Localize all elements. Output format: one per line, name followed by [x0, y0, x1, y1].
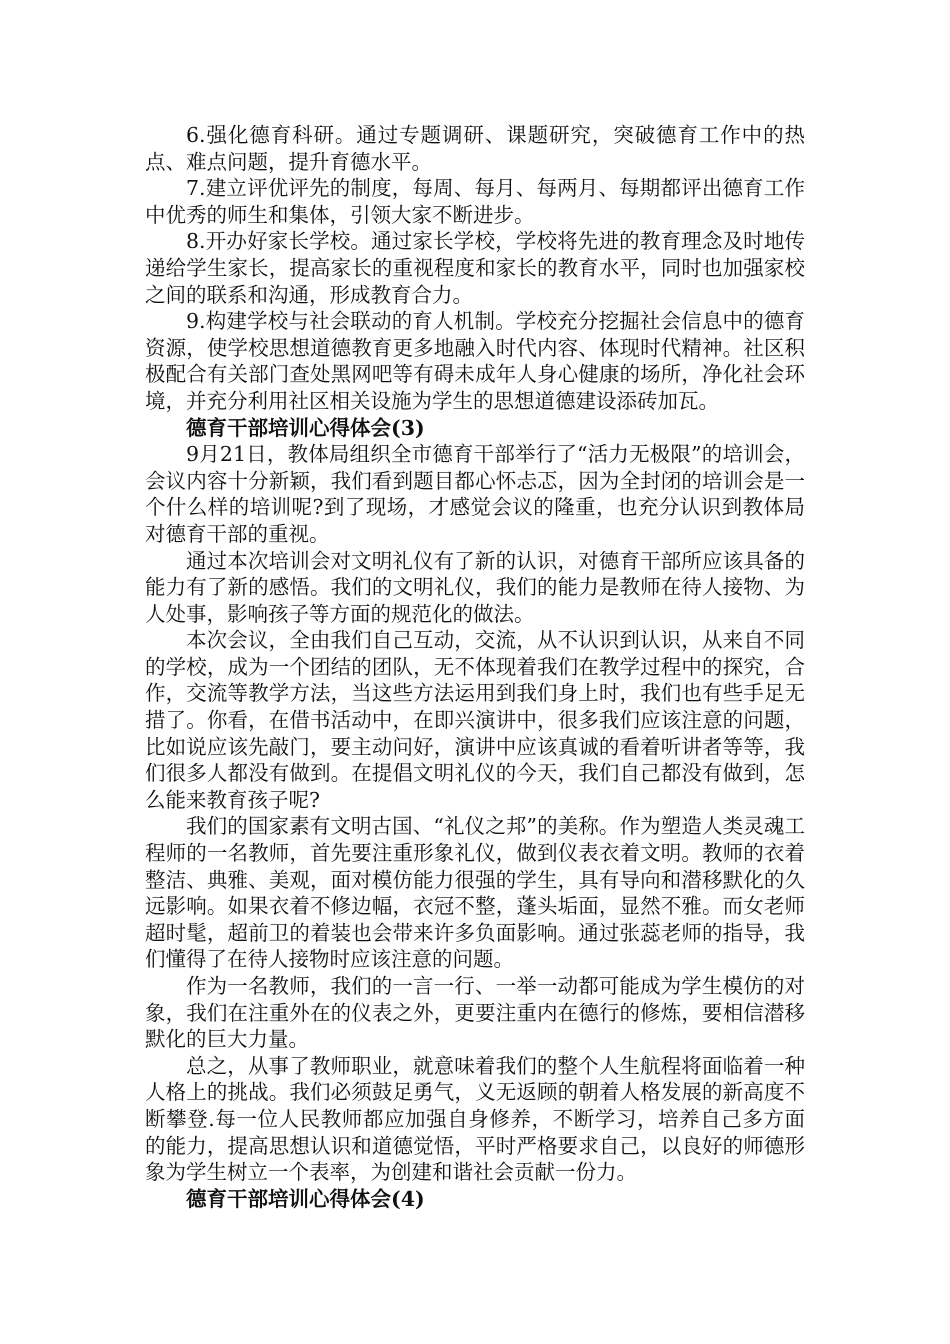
- document-page: [145, 122, 805, 1212]
- paragraph-conclusion: 总之，从事了教师职业，就意味着我们的整个人生航程将面临着一种人格上的挑战。我们必须鼓足勇气，义无返顾的朝着人格发展的新高度不断攀登.每一位人民教师都应加强自身修养，不断学习，培养自己多方面的能力，提高思想认识和道德觉悟，平时严格要求自己，以良好的师德形象为学生树立一个表率，为创建和谐社会贡献一份力。: [145, 1053, 805, 1185]
- paragraph-teacher-appearance: 我们的国家素有文明古国、“礼仪之邦”的美称。作为塑造人类灵魂工程师的一名教师，首先要注重形象礼仪，做到仪表衣着文明。教师的衣着整洁、典雅、美观，面对模仿能力很强的学生，具有导向和潜移默化的久远影响。如果衣着不修边幅，衣冠不整，蓬头垢面，显然不雅。而女老师超时髦，超前卫的着装也会带来许多负面影响。通过张蕊老师的指导，我们懂得了在待人接物时应该注意的问题。: [145, 814, 805, 972]
- section-heading-3: 德育干部培训心得体会(3): [186, 415, 425, 440]
- section-heading-4: 德育干部培训心得体会(4): [186, 1186, 425, 1211]
- paragraph-item-9: 9.构建学校与社会联动的育人机制。学校充分挖掘社会信息中的德育资源，使学校思想道德教育更多地融入时代内容、体现时代精神。社区积极配合有关部门查处黑网吧等有碍未成年人身心健康的场所，净化社会环境，并充分利用社区相关设施为学生的思想道德建设添砖加瓦。: [145, 309, 805, 413]
- paragraph-item-8: 8.开办好家长学校。通过家长学校，学校将先进的教育理念及时地传递给学生家长，提高家长的重视程度和家长的教育水平，同时也加强家校之间的联系和沟通，形成教育合力。: [145, 229, 805, 307]
- paragraph-etiquette-awareness: 通过本次培训会对文明礼仪有了新的认识，对德育干部所应该具备的能力有了新的感悟。我们的文明礼仪，我们的能力是教师在待人接物、为人处事，影响孩子等方面的规范化的做法。: [145, 548, 805, 626]
- paragraph-role-model: 作为一名教师，我们的一言一行、一举一动都可能成为学生模仿的对象，我们在注重外在的仪表之外，更要注重内在德行的修炼，要相信潜移默化的巨大力量。: [145, 974, 805, 1052]
- paragraph-item-6: 6.强化德育科研。通过专题调研、课题研究，突破德育工作中的热点、难点问题，提升育德水平。: [145, 123, 805, 174]
- paragraph-training-intro: 9月21日，教体局组织全市德育干部举行了“活力无极限”的培训会，会议内容十分新颖，我们看到题目都心怀忐忑，因为全封闭的培训会是一个什么样的培训呢?到了现场，才感觉会议的隆重，也充分认识到教体局对德育干部的重视。: [145, 442, 805, 546]
- paragraph-meeting-interaction: 本次会议，全由我们自己互动，交流，从不认识到认识，从来自不同的学校，成为一个团结的团队，无不体现着我们在教学过程中的探究，合作，交流等教学方法，当这些方法运用到我们身上时，我们也有些手足无措了。你看，在借书活动中，在即兴演讲中，很多我们应该注意的问题，比如说应该先敲门，要主动问好，演讲中应该真诚的看着听讲者等等，我们很多人都没有做到。在提倡文明礼仪的今天，我们自己都没有做到，怎么能来教育孩子呢?: [145, 628, 805, 812]
- paragraph-item-7: 7.建立评优评先的制度，每周、每月、每两月、每期都评出德育工作中优秀的师生和集体，引领大家不断进步。: [145, 176, 805, 227]
